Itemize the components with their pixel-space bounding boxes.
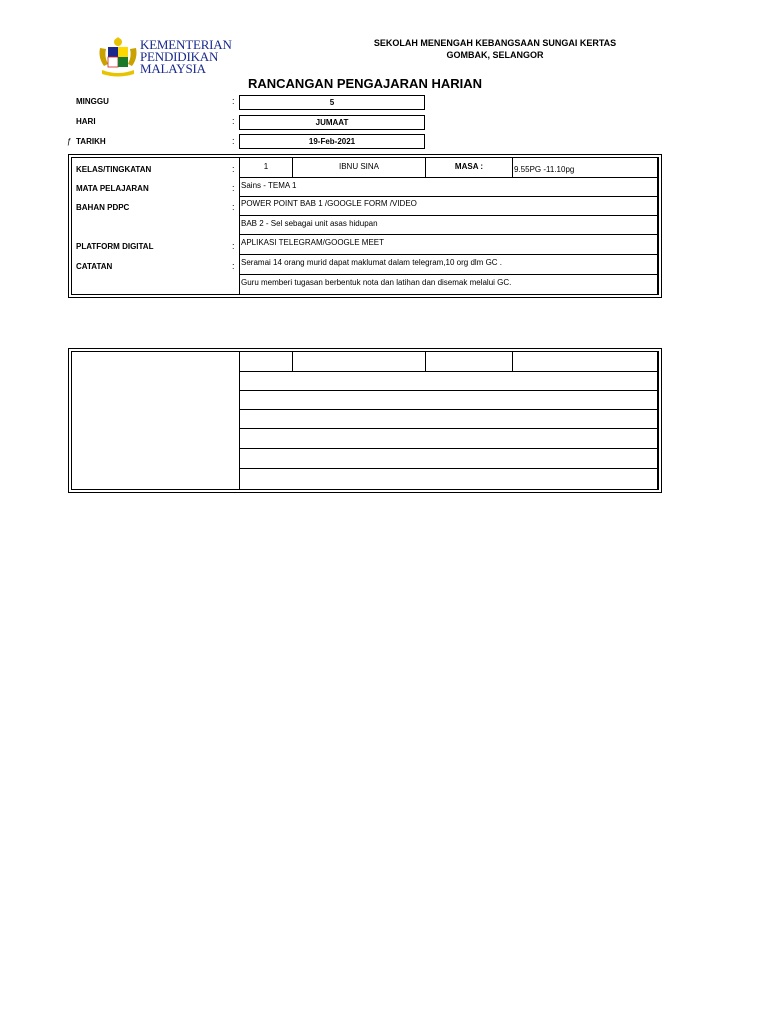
kelas-name: IBNU SINA (338, 162, 379, 171)
kelas-colon: : (232, 164, 235, 174)
coat-of-arms-icon (96, 36, 140, 78)
kelas-label: KELAS/TINGKATAN (76, 165, 152, 174)
catatan-label: CATATAN (76, 262, 113, 271)
page-title: RANCANGAN PENGAJARAN HARIAN (247, 76, 482, 91)
school-location: GOMBAK, SELANGOR (446, 50, 544, 60)
logo-line-2: PENDIDIKAN (140, 49, 219, 64)
masa-label: MASA : (454, 162, 484, 171)
hari-colon: : (232, 116, 235, 126)
bahan-colon: : (232, 202, 235, 212)
masa-value: 9.55PG -11.10pg (514, 165, 575, 174)
mata-label: MATA PELAJARAN (76, 184, 149, 193)
bahan-value-2: BAB 2 - Sel sebagai unit asas hidupan (241, 219, 378, 228)
logo-line-3: MALAYSIA (140, 61, 206, 76)
minggu-value: 5 (239, 95, 425, 110)
minggu-label: MINGGU (76, 97, 109, 106)
platform-colon: : (232, 241, 235, 251)
kelas-value: 1 (263, 162, 269, 171)
tarikh-colon: : (232, 136, 235, 146)
tarikh-value: 19-Feb-2021 (239, 134, 425, 149)
catatan-value-1: Seramai 14 orang murid dapat maklumat dalam telegram,10 org dlm GC . (241, 258, 503, 267)
hari-label: HARI (76, 117, 96, 126)
logo-line-1: KEMENTERIAN (140, 37, 232, 52)
minggu-colon: : (232, 96, 235, 106)
tarikh-label: TARIKH (76, 137, 106, 146)
school-name: SEKOLAH MENENGAH KEBANGSAAN SUNGAI KERTAS (373, 38, 617, 48)
hari-value: JUMAAT (239, 115, 425, 130)
catatan-colon: : (232, 261, 235, 271)
platform-label: PLATFORM DIGITAL (76, 242, 154, 251)
bahan-value-1: POWER POINT BAB 1 /GOOGLE FORM /VIDEO (241, 199, 417, 208)
platform-value: APLIKASI TELEGRAM/GOOGLE MEET (241, 238, 385, 247)
ministry-logo (96, 36, 232, 78)
tarikh-mark: ƒ (67, 137, 72, 146)
bahan-label: BAHAN PDPC (76, 203, 130, 212)
mata-colon: : (232, 183, 235, 193)
catatan-value-2: Guru memberi tugasan berbentuk nota dan latihan dan disemak melalui GC. (241, 278, 512, 287)
mata-value: Sains - TEMA 1 (241, 181, 297, 190)
